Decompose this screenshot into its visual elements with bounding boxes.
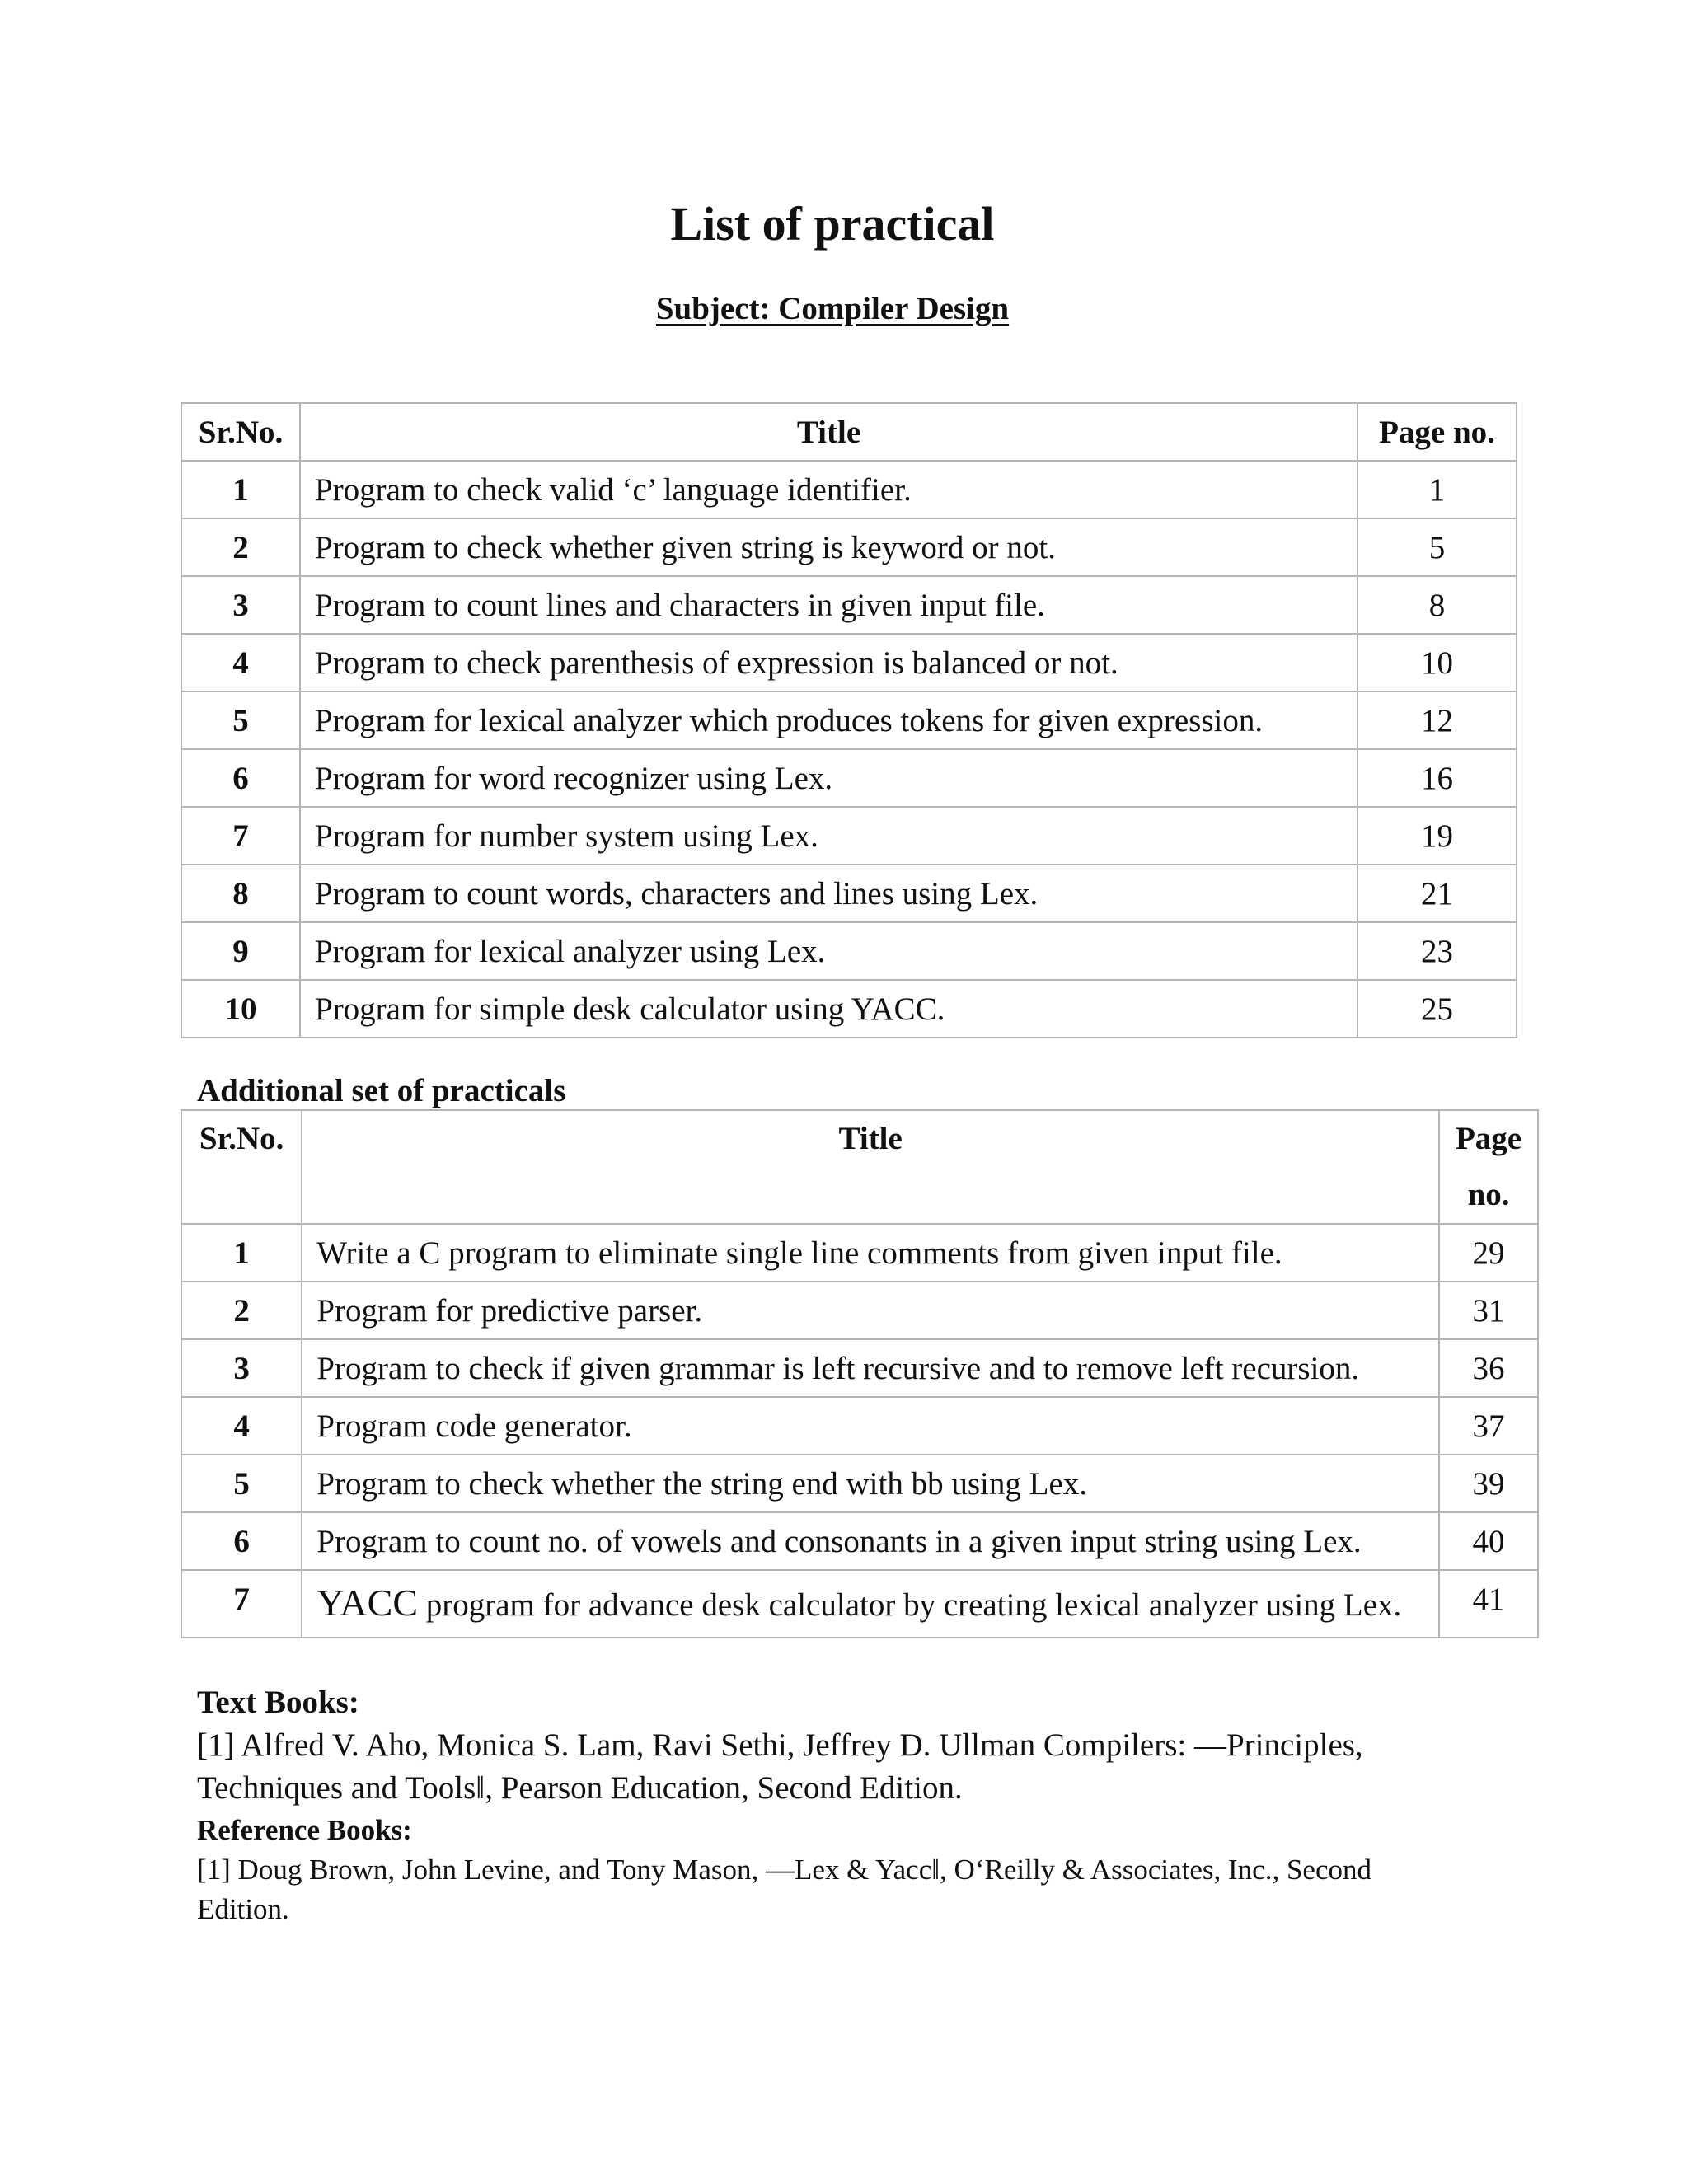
row-sr-no: 3 <box>181 1339 302 1397</box>
practical-list-table <box>181 402 1517 1038</box>
row-title: Program to check whether the string end with bb using Lex. <box>302 1455 1439 1512</box>
header-page-line2: no. <box>1467 1177 1510 1212</box>
row-title: Program to count lines and characters in given input file. <box>300 576 1357 634</box>
table-row <box>181 691 1517 749</box>
reference-books-heading: Reference Books: <box>197 1814 412 1846</box>
row-title-rest: program for advance desk calculator by creating lexical analyzer using Lex. <box>418 1587 1402 1623</box>
table-row <box>181 1224 1538 1282</box>
row-page-no: 5 <box>1357 518 1517 576</box>
row-sr-no: 3 <box>181 576 300 634</box>
reference-books-section <box>197 1811 1466 1929</box>
row-title: Program for predictive parser. <box>302 1282 1439 1339</box>
row-sr-no: 7 <box>181 1570 302 1638</box>
row-page-no: 37 <box>1439 1397 1538 1455</box>
page-title: List of practical <box>670 197 995 251</box>
row-title: Program for word recognizer using Lex. <box>300 749 1357 807</box>
header-page-no <box>1439 1110 1538 1224</box>
row-title: Program code generator. <box>302 1397 1439 1455</box>
row-sr-no: 2 <box>181 518 300 576</box>
reference-book-line-2: Edition. <box>197 1893 289 1925</box>
row-page-no: 16 <box>1357 749 1517 807</box>
row-title: Program for lexical analyzer using Lex. <box>300 922 1357 980</box>
table-row <box>181 1397 1538 1455</box>
row-title: Program to count no. of vowels and consonants in a given input string using Lex. <box>302 1512 1439 1570</box>
row-sr-no: 5 <box>181 1455 302 1512</box>
header-sr-no: Sr.No. <box>181 1110 302 1224</box>
text-book-line-2: Techniques and Tools‖, Pearson Education, Second Edition. <box>197 1770 963 1806</box>
row-sr-no: 6 <box>181 1512 302 1570</box>
table-header-row <box>181 1110 1538 1224</box>
row-page-no: 41 <box>1439 1570 1538 1638</box>
row-page-no: 31 <box>1439 1282 1538 1339</box>
table-header-row <box>181 403 1517 461</box>
additional-practicals-table <box>181 1109 1539 1638</box>
text-book-line-1: [1] Alfred V. Aho, Monica S. Lam, Ravi Sethi, Jeffrey D. Ullman Compilers: ―Principles, <box>197 1727 1363 1763</box>
row-title: Program for simple desk calculator using YACC. <box>300 980 1357 1038</box>
table-row <box>181 1570 1538 1638</box>
table-row <box>181 1455 1538 1512</box>
header-title: Title <box>302 1110 1439 1224</box>
table-row <box>181 461 1517 518</box>
row-sr-no: 9 <box>181 922 300 980</box>
table-row <box>181 922 1517 980</box>
text-books-heading: Text Books: <box>197 1685 359 1720</box>
row-sr-no: 10 <box>181 980 300 1038</box>
row-sr-no: 1 <box>181 461 300 518</box>
row-title: Program to check whether given string is keyword or not. <box>300 518 1357 576</box>
table-row <box>181 749 1517 807</box>
additional-practicals-heading: Additional set of practicals <box>197 1073 566 1108</box>
row-sr-no: 6 <box>181 749 300 807</box>
table-row <box>181 1512 1538 1570</box>
row-title: Program to check parenthesis of expression is balanced or not. <box>300 634 1357 691</box>
row-page-no: 21 <box>1357 865 1517 922</box>
row-page-no: 36 <box>1439 1339 1538 1397</box>
row-sr-no: 4 <box>181 634 300 691</box>
row-page-no: 19 <box>1357 807 1517 865</box>
text-books-section <box>197 1681 1466 1810</box>
row-title: Program to count words, characters and lines using Lex. <box>300 865 1357 922</box>
row-sr-no: 5 <box>181 691 300 749</box>
header-title: Title <box>300 403 1357 461</box>
row-sr-no: 2 <box>181 1282 302 1339</box>
row-title: Program for number system using Lex. <box>300 807 1357 865</box>
row-page-no: 23 <box>1357 922 1517 980</box>
row-title: Program to check valid ‘c’ language identifier. <box>300 461 1357 518</box>
table-row <box>181 1282 1538 1339</box>
table-row <box>181 518 1517 576</box>
header-page-no: Page no. <box>1357 403 1517 461</box>
row-title <box>302 1570 1439 1638</box>
row-page-no: 10 <box>1357 634 1517 691</box>
header-sr-no: Sr.No. <box>181 403 300 461</box>
row-sr-no: 1 <box>181 1224 302 1282</box>
table-row <box>181 865 1517 922</box>
table-row <box>181 980 1517 1038</box>
row-title: Program to check if given grammar is left recursive and to remove left recursion. <box>302 1339 1439 1397</box>
row-page-no: 25 <box>1357 980 1517 1038</box>
row-page-no: 29 <box>1439 1224 1538 1282</box>
row-page-no: 39 <box>1439 1455 1538 1512</box>
row-page-no: 8 <box>1357 576 1517 634</box>
subject-heading: Subject: Compiler Design <box>655 291 1010 326</box>
row-sr-no: 4 <box>181 1397 302 1455</box>
row-title: Write a C program to eliminate single line comments from given input file. <box>302 1224 1439 1282</box>
table-row <box>181 1339 1538 1397</box>
row-sr-no: 7 <box>181 807 300 865</box>
row-page-no: 40 <box>1439 1512 1538 1570</box>
table-row <box>181 807 1517 865</box>
row-page-no: 1 <box>1357 461 1517 518</box>
row-title-prefix: YACC <box>316 1582 419 1624</box>
row-sr-no: 8 <box>181 865 300 922</box>
header-page-line1: Page <box>1455 1121 1522 1156</box>
row-title: Program for lexical analyzer which produces tokens for given expression. <box>300 691 1357 749</box>
row-page-no: 12 <box>1357 691 1517 749</box>
table-row <box>181 634 1517 691</box>
table-row <box>181 576 1517 634</box>
reference-book-line-1: [1] Doug Brown, John Levine, and Tony Mason, ―Lex & Yacc‖, O‘Reilly & Associates, Inc., Second <box>197 1854 1372 1886</box>
